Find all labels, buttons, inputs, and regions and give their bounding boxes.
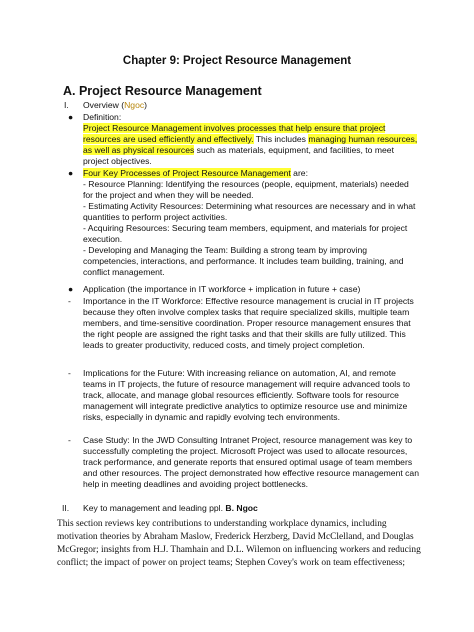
- definition-line-3: [83, 145, 394, 156]
- four-key-heading: [83, 168, 308, 179]
- section-ii-heading: [83, 503, 258, 514]
- four-key-line: competencies, interactions, and performance. It includes team building, training, and: [83, 256, 404, 266]
- application-bullet: ●: [68, 284, 74, 294]
- future-line: track, allocate, and manage global resources efficiently. Software tools for resource: [83, 390, 399, 400]
- definition-line-1: [83, 123, 385, 134]
- definition-highlight-1: Project Resource Management involves processes that help ensure that project: [83, 123, 386, 133]
- definition-bullet: ●: [68, 112, 74, 122]
- four-key-line: quantities to perform project activities.: [83, 212, 228, 222]
- four-key-line: conflict management.: [83, 267, 165, 277]
- case-line: and other resources. The project demonstrated how effective resource management can: [83, 468, 419, 478]
- case-line: successfully completing the project. Microsoft Project was used to allocate resources,: [83, 446, 408, 456]
- overview-close: ): [144, 100, 148, 110]
- importance-line: Importance in the IT Workforce: Effective resource management is crucial in IT projects: [83, 296, 414, 306]
- four-key-line: - Acquiring Resources: Securing team members, equipment, and materials for project: [83, 223, 408, 233]
- chapter-title: Chapter 9: Project Resource Management: [122, 55, 352, 67]
- overview-author: Ngoc: [124, 100, 145, 110]
- definition-plain-2: This includes: [253, 134, 309, 144]
- paragraph-line: McGregor; insights from H.J. Thamhain and D.L. Wilemon on influencing workers and reducing: [57, 545, 421, 555]
- paragraph-line: conflict; the impact of power on project teams; Stephen Covey's work on team effectiveness;: [57, 558, 406, 568]
- case-line: help in meeting deadlines and avoiding project bottlenecks.: [83, 479, 309, 489]
- application-text: Application (the importance in IT workforce + implication in future + case): [83, 284, 361, 294]
- importance-line: the right people are assigned the right tasks and that their skills are fully utilized. This: [83, 329, 406, 339]
- four-key-line: for the project and when they will be needed.: [83, 190, 254, 200]
- paragraph-line: This section reviews key contributions to understanding workplace dynamics, including: [57, 519, 387, 529]
- definition-highlight-2b: managing human resources,: [308, 134, 418, 144]
- section-ii-author: B. Ngoc: [225, 503, 258, 513]
- future-dash: -: [68, 368, 71, 378]
- case-line: Case Study: In the JWD Consulting Intranet Project, resource management was key to: [83, 435, 413, 445]
- four-key-line: - Developing and Managing the Team: Building a strong team by improving: [83, 245, 368, 255]
- section-ii-marker: II.: [62, 503, 70, 513]
- definition-highlight-2a: resources are used efficiently and effectively.: [83, 134, 254, 144]
- four-key-line: - Estimating Activity Resources: Determining what resources are necessary and in what: [83, 201, 416, 211]
- definition-line-2: [83, 134, 417, 145]
- four-key-bullet: ●: [68, 168, 74, 178]
- four-key-rest: are:: [290, 168, 308, 178]
- future-line: risks, especially in dynamic and rapidly evolving tech environments.: [83, 412, 340, 422]
- four-key-highlight: Four Key Processes of Project Resource Management: [83, 168, 291, 178]
- importance-line: leads to greater productivity, reduced costs, and timely project completion.: [83, 340, 365, 350]
- overview-marker: I.: [64, 100, 69, 110]
- definition-line-4: project objectives.: [83, 156, 152, 166]
- case-dash: -: [68, 435, 71, 445]
- importance-line: members, and time-sensitive coordination. Proper resource management ensures that: [83, 318, 411, 328]
- future-line: Implications for the Future: With increasing reliance on automation, AI, and remote: [83, 368, 396, 378]
- future-line: teams in IT projects, the future of resource management will require advanced tools to: [83, 379, 411, 389]
- four-key-line: - Resource Planning: Identifying the resources (people, equipment, materials) needed: [83, 179, 409, 189]
- case-line: track performance, and generate reports that ensured optimal usage of team members: [83, 457, 413, 467]
- definition-highlight-3: as well as physical resources: [83, 145, 195, 155]
- overview-heading: [83, 100, 147, 111]
- section-heading-a: A. Project Resource Management: [63, 84, 262, 98]
- future-line: management will integrate predictive analytics to optimize resource use and minimize: [83, 401, 408, 411]
- definition-plain-3: such as materials, equipment, and facilities, to meet: [194, 145, 394, 155]
- four-key-line: execution.: [83, 234, 123, 244]
- importance-line: because they often involve complex tasks that require specialized skills, multiple team: [83, 307, 410, 317]
- overview-label: Overview (: [83, 100, 125, 110]
- importance-dash: -: [68, 296, 71, 306]
- definition-label: Definition:: [83, 112, 122, 122]
- section-ii-text: Key to management and leading ppl.: [83, 503, 226, 513]
- paragraph-line: motivation theories by Abraham Maslow, Frederick Herzberg, David McClelland, and Douglas: [57, 532, 414, 542]
